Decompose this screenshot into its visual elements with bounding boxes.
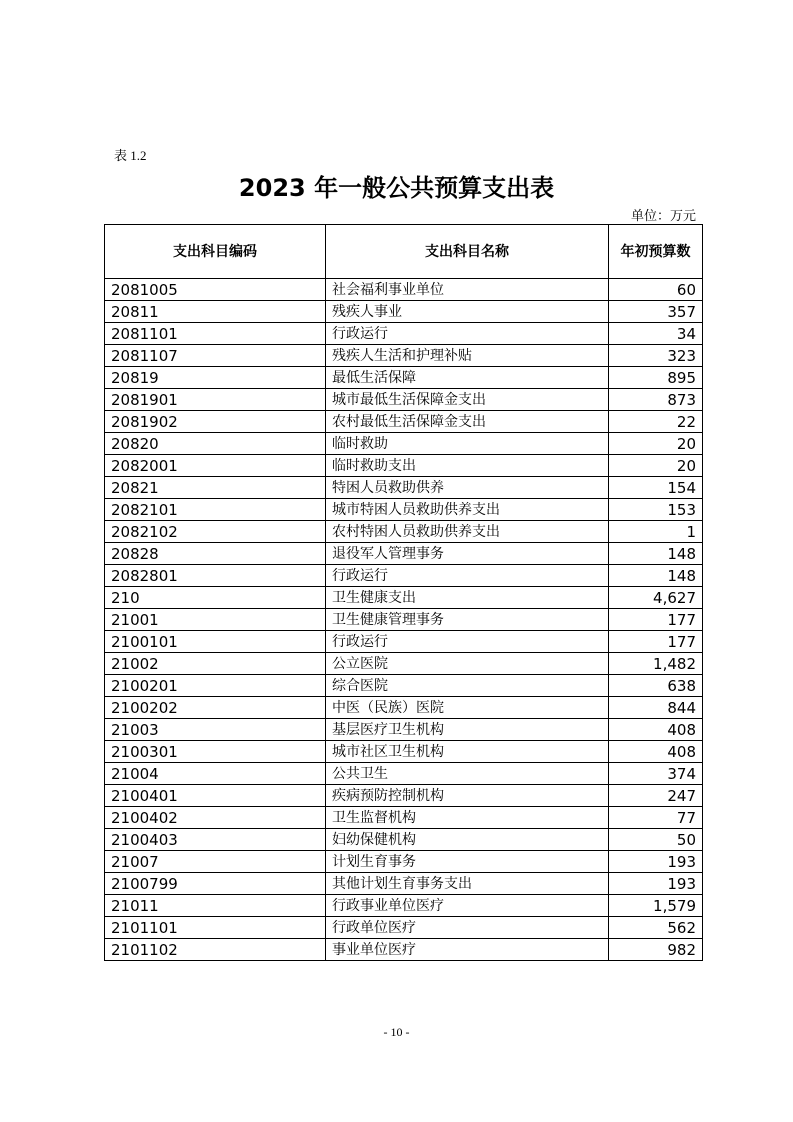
amount-cell: 638: [609, 675, 703, 697]
table-row: [105, 851, 703, 873]
name-cell: 临时救助支出: [326, 455, 609, 477]
code-cell: 21002: [105, 653, 326, 675]
amount-cell: 153: [609, 499, 703, 521]
name-cell: 城市最低生活保障金支出: [326, 389, 609, 411]
name-cell: 残疾人生活和护理补贴: [326, 345, 609, 367]
name-cell: 最低生活保障: [326, 367, 609, 389]
name-cell: 特困人员救助供养: [326, 477, 609, 499]
name-cell: 中医（民族）医院: [326, 697, 609, 719]
table-row: [105, 807, 703, 829]
table-row: [105, 675, 703, 697]
name-cell: 基层医疗卫生机构: [326, 719, 609, 741]
amount-cell: 50: [609, 829, 703, 851]
name-cell: 临时救助: [326, 433, 609, 455]
table-label: 表 1.2: [114, 148, 147, 163]
table-row: [105, 433, 703, 455]
code-cell: 2100201: [105, 675, 326, 697]
code-cell: 2101101: [105, 917, 326, 939]
name-cell: 农村最低生活保障金支出: [326, 411, 609, 433]
code-cell: 2081902: [105, 411, 326, 433]
code-cell: 21011: [105, 895, 326, 917]
code-cell: 2101102: [105, 939, 326, 961]
amount-cell: 148: [609, 543, 703, 565]
page-number: - 10 -: [383, 1025, 410, 1039]
table-body: [105, 279, 703, 961]
table-row: [105, 279, 703, 301]
amount-cell: 77: [609, 807, 703, 829]
name-cell: 行政事业单位医疗: [326, 895, 609, 917]
code-cell: 210: [105, 587, 326, 609]
amount-cell: 193: [609, 851, 703, 873]
name-cell: 退役军人管理事务: [326, 543, 609, 565]
amount-cell: 177: [609, 609, 703, 631]
code-cell: 2082102: [105, 521, 326, 543]
code-cell: 2100799: [105, 873, 326, 895]
code-cell: 2100202: [105, 697, 326, 719]
table-row: [105, 389, 703, 411]
name-cell: 综合医院: [326, 675, 609, 697]
name-cell: 行政运行: [326, 631, 609, 653]
table-row: [105, 829, 703, 851]
code-cell: 20819: [105, 367, 326, 389]
code-cell: 2082101: [105, 499, 326, 521]
amount-cell: 4,627: [609, 587, 703, 609]
table-row: [105, 411, 703, 433]
code-cell: 20828: [105, 543, 326, 565]
table-row: [105, 763, 703, 785]
name-cell: 城市特困人员救助供养支出: [326, 499, 609, 521]
code-cell: 2081107: [105, 345, 326, 367]
name-cell: 残疾人事业: [326, 301, 609, 323]
table-row: [105, 345, 703, 367]
table-row: [105, 917, 703, 939]
amount-cell: 408: [609, 741, 703, 763]
amount-cell: 562: [609, 917, 703, 939]
table-row: [105, 587, 703, 609]
name-cell: 卫生监督机构: [326, 807, 609, 829]
name-cell: 妇幼保健机构: [326, 829, 609, 851]
amount-cell: 1,579: [609, 895, 703, 917]
unit-label: 单位：万元: [630, 208, 696, 223]
table-row: [105, 785, 703, 807]
amount-cell: 193: [609, 873, 703, 895]
table-row: [105, 521, 703, 543]
table-row: [105, 301, 703, 323]
amount-cell: 1,482: [609, 653, 703, 675]
table-row: [105, 697, 703, 719]
amount-cell: 20: [609, 455, 703, 477]
table-row: [105, 499, 703, 521]
name-cell: 事业单位医疗: [326, 939, 609, 961]
code-cell: 2081101: [105, 323, 326, 345]
name-cell: 其他计划生育事务支出: [326, 873, 609, 895]
table-row: [105, 741, 703, 763]
amount-cell: 323: [609, 345, 703, 367]
header-name: 支出科目名称: [326, 225, 609, 279]
name-cell: 城市社区卫生机构: [326, 741, 609, 763]
amount-cell: 873: [609, 389, 703, 411]
name-cell: 公共卫生: [326, 763, 609, 785]
code-cell: 21007: [105, 851, 326, 873]
table-row: [105, 873, 703, 895]
name-cell: 农村特困人员救助供养支出: [326, 521, 609, 543]
table-row: [105, 543, 703, 565]
code-cell: 21004: [105, 763, 326, 785]
table-row: [105, 719, 703, 741]
amount-cell: 22: [609, 411, 703, 433]
table-row: [105, 367, 703, 389]
header-amount: 年初预算数: [609, 225, 703, 279]
code-cell: 20821: [105, 477, 326, 499]
header-code: 支出科目编码: [105, 225, 326, 279]
name-cell: 卫生健康支出: [326, 587, 609, 609]
name-cell: 行政运行: [326, 565, 609, 587]
code-cell: 2082001: [105, 455, 326, 477]
code-cell: 21003: [105, 719, 326, 741]
table-row: [105, 939, 703, 961]
table-row: [105, 477, 703, 499]
code-cell: 2081005: [105, 279, 326, 301]
table-row: [105, 455, 703, 477]
code-cell: 2100402: [105, 807, 326, 829]
amount-cell: 20: [609, 433, 703, 455]
page-title: 2023 年一般公共预算支出表: [238, 174, 555, 202]
table-row: [105, 565, 703, 587]
code-cell: 2100301: [105, 741, 326, 763]
name-cell: 疾病预防控制机构: [326, 785, 609, 807]
amount-cell: 60: [609, 279, 703, 301]
amount-cell: 408: [609, 719, 703, 741]
name-cell: 社会福利事业单位: [326, 279, 609, 301]
code-cell: 2081901: [105, 389, 326, 411]
code-cell: 20811: [105, 301, 326, 323]
name-cell: 行政单位医疗: [326, 917, 609, 939]
code-cell: 20820: [105, 433, 326, 455]
amount-cell: 895: [609, 367, 703, 389]
amount-cell: 154: [609, 477, 703, 499]
code-cell: 2100403: [105, 829, 326, 851]
table-row: [105, 323, 703, 345]
table-row: [105, 609, 703, 631]
amount-cell: 148: [609, 565, 703, 587]
amount-cell: 844: [609, 697, 703, 719]
amount-cell: 1: [609, 521, 703, 543]
amount-cell: 357: [609, 301, 703, 323]
code-cell: 2100401: [105, 785, 326, 807]
table-row: [105, 653, 703, 675]
name-cell: 卫生健康管理事务: [326, 609, 609, 631]
amount-cell: 247: [609, 785, 703, 807]
code-cell: 2100101: [105, 631, 326, 653]
name-cell: 公立医院: [326, 653, 609, 675]
table-header-row: [105, 225, 703, 279]
amount-cell: 34: [609, 323, 703, 345]
table-row: [105, 631, 703, 653]
code-cell: 2082801: [105, 565, 326, 587]
name-cell: 计划生育事务: [326, 851, 609, 873]
table-row: [105, 895, 703, 917]
amount-cell: 982: [609, 939, 703, 961]
budget-table: [104, 224, 703, 961]
code-cell: 21001: [105, 609, 326, 631]
amount-cell: 374: [609, 763, 703, 785]
name-cell: 行政运行: [326, 323, 609, 345]
amount-cell: 177: [609, 631, 703, 653]
